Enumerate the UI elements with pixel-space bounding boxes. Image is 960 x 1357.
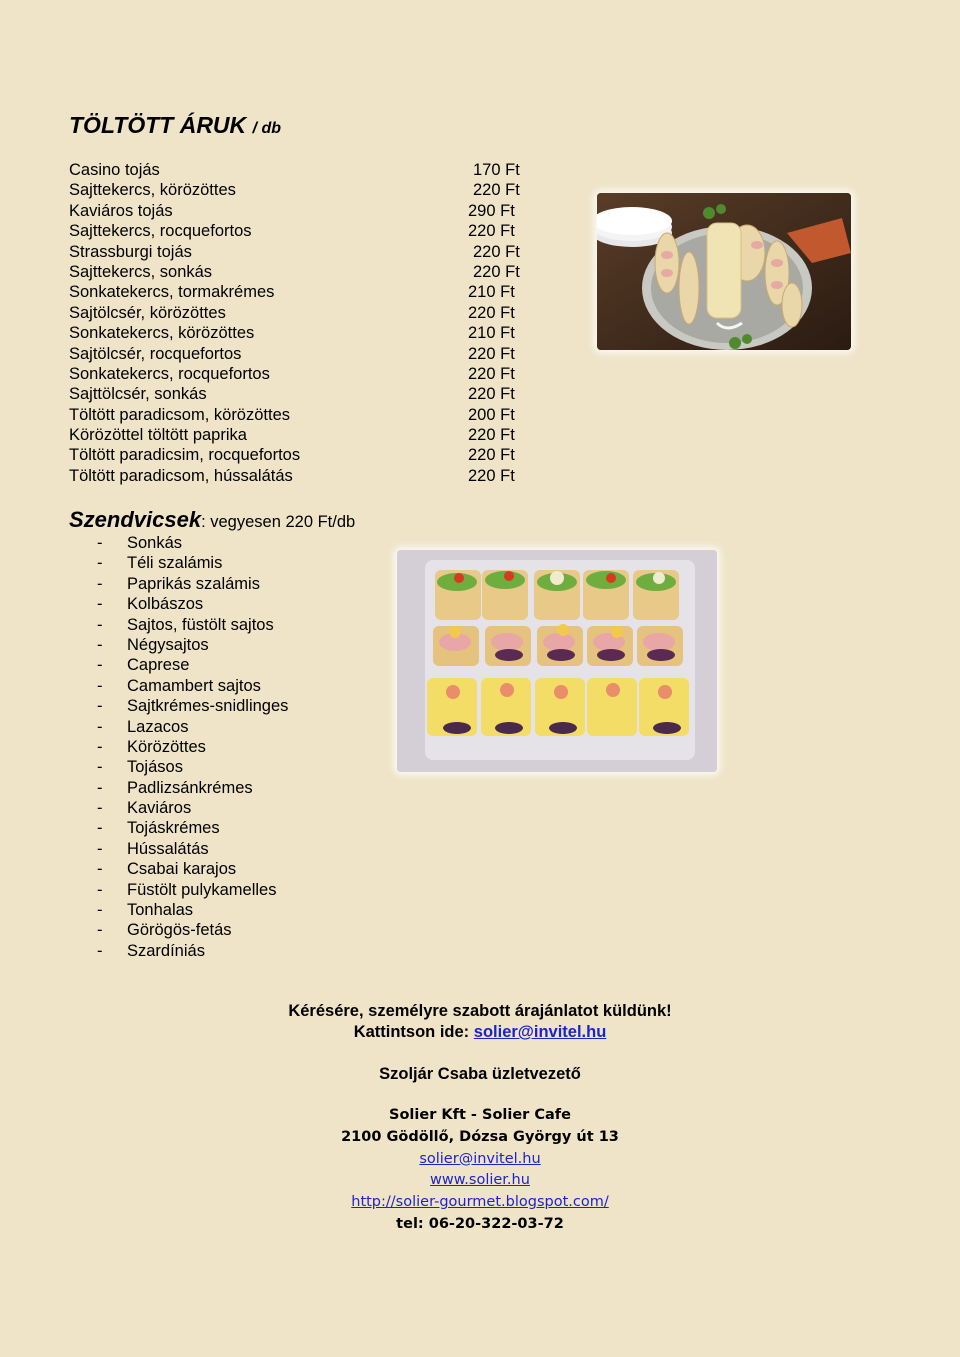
list-item: Sonkatekercs, körözöttes — [69, 324, 255, 343]
bullet: - — [97, 941, 103, 960]
list-item — [97, 574, 288, 594]
contact-block — [0, 1105, 960, 1236]
cta-email-link[interactable]: solier@invitel.hu — [473, 1023, 607, 1041]
list-item — [97, 880, 288, 900]
section-title-filled — [69, 112, 281, 139]
list-item: Sajttekercs, sonkás — [69, 262, 213, 281]
bullet: - — [97, 758, 103, 777]
price: 220 Ft — [473, 262, 520, 281]
list-item — [97, 594, 288, 614]
price: 220 Ft — [468, 344, 515, 363]
sandwich-name: Sonkás — [127, 534, 183, 552]
price: 220 Ft — [468, 446, 515, 465]
bullet: - — [97, 901, 103, 920]
bullet: - — [97, 778, 103, 797]
list-item: Casino tojás — [69, 161, 160, 179]
sandwich-name: Kolbászos — [127, 595, 204, 614]
list-item — [97, 757, 288, 777]
sandwich-name: Füstölt pulykamelles — [127, 880, 277, 899]
bullet: - — [97, 839, 103, 858]
price: 220 Ft — [468, 364, 515, 383]
list-item — [97, 778, 288, 798]
sandwiches-subtitle: : vegyesen 220 Ft/db — [201, 513, 356, 531]
manager-name: Szoljár Csaba üzletvezető — [379, 1065, 581, 1083]
bullet: - — [97, 819, 103, 838]
bullet: - — [97, 635, 103, 654]
price: 210 Ft — [468, 324, 515, 343]
bullet: - — [97, 880, 103, 899]
price: 200 Ft — [468, 405, 515, 424]
list-item — [97, 859, 288, 879]
sandwich-name: Camambert sajtos — [127, 676, 261, 695]
list-item — [97, 696, 288, 716]
email-link[interactable]: solier@invitel.hu — [419, 1150, 541, 1167]
price: 220 Ft — [468, 222, 515, 241]
sandwiches-title: Szendvicsek — [69, 507, 202, 532]
website-link[interactable]: www.solier.hu — [430, 1172, 530, 1189]
filled-items-names — [69, 160, 300, 486]
sandwich-name: Sajtos, füstölt sajtos — [127, 615, 274, 634]
bullet: - — [97, 697, 103, 716]
price: 220 Ft — [468, 466, 515, 485]
sandwich-name: Sajtkrémes-snidlinges — [127, 697, 289, 716]
list-item: Sajttekercs, körözöttes — [69, 181, 236, 200]
price: 220 Ft — [473, 242, 520, 261]
list-item — [97, 737, 288, 757]
filled-items-prices — [468, 160, 520, 486]
price: 170 Ft — [473, 161, 520, 179]
bullet: - — [97, 595, 103, 614]
list-item — [97, 635, 288, 655]
address: 2100 Gödöllő, Dózsa György út 13 — [341, 1128, 619, 1145]
sandwich-name: Körözöttes — [127, 737, 206, 756]
list-item — [97, 676, 288, 696]
list-item — [97, 941, 288, 961]
list-item: Sonkatekercs, tormakrémes — [69, 283, 275, 302]
cta-click-line — [0, 1023, 960, 1042]
bullet: - — [97, 574, 103, 593]
list-item: Körözöttel töltött paprika — [69, 426, 247, 445]
sandwich-name: Kaviáros — [127, 799, 192, 818]
blog-link[interactable]: http://solier-gourmet.blogspot.com/ — [351, 1194, 609, 1211]
list-item — [97, 900, 288, 920]
bullet: - — [97, 656, 103, 675]
list-item — [97, 798, 288, 818]
list-item: Sajttekercs, rocquefortos — [69, 222, 252, 241]
sandwich-name: Hússalátás — [127, 839, 209, 858]
price: 220 Ft — [468, 426, 515, 445]
price: 220 Ft — [473, 181, 520, 200]
list-item — [97, 553, 288, 573]
list-item: Sonkatekercs, rocquefortos — [69, 364, 270, 383]
list-item: Töltött paradicsom, körözöttes — [69, 405, 291, 424]
bullet: - — [97, 554, 103, 573]
sandwich-name: Paprikás szalámis — [127, 574, 260, 593]
sandwich-name: Szardíniás — [127, 941, 205, 960]
bullet: - — [97, 717, 103, 736]
title-text: TÖLTÖTT ÁRUK — [69, 112, 247, 138]
company-name: Solier Kft - Solier Cafe — [389, 1107, 571, 1123]
price: 220 Ft — [468, 385, 515, 404]
price: 220 Ft — [468, 303, 515, 322]
section-title-sandwiches — [69, 507, 355, 533]
photo-sandwich-tray — [397, 550, 717, 772]
bullet: - — [97, 615, 103, 634]
sandwich-name: Tojáskrémes — [127, 819, 220, 838]
list-item: Sajtölcsér, körözöttes — [69, 303, 226, 322]
sandwich-name: Tonhalas — [127, 901, 194, 920]
list-item: Töltött paradicsim, rocquefortos — [69, 446, 301, 465]
sandwich-name: Lazacos — [127, 717, 189, 736]
list-item — [97, 615, 288, 635]
cta-line: Kérésére, személyre szabott árajánlatot küldünk! — [288, 1002, 672, 1020]
list-item: Töltött paradicsom, hússalátás — [69, 466, 293, 485]
phone: tel: 06-20-322-03-72 — [396, 1215, 564, 1232]
sandwich-name: Tojásos — [127, 758, 183, 777]
list-item: Strassburgi tojás — [69, 242, 192, 261]
list-item: Kaviáros tojás — [69, 201, 173, 220]
sandwich-name: Csabai karajos — [127, 860, 237, 879]
list-item — [97, 818, 288, 838]
bullet: - — [97, 737, 103, 756]
bullet: - — [97, 860, 103, 879]
sandwich-name: Görögös-fetás — [127, 921, 232, 940]
title-suffix: / db — [252, 120, 281, 137]
bullet: - — [97, 799, 103, 818]
list-item — [97, 920, 288, 940]
sandwich-list — [97, 533, 288, 961]
photo-filled-rolls-illustration — [597, 193, 851, 350]
bullet: - — [97, 676, 103, 695]
list-item — [97, 655, 288, 675]
sandwich-name: Padlizsánkrémes — [127, 778, 253, 797]
price: 210 Ft — [468, 283, 515, 302]
bullet: - — [97, 921, 103, 940]
list-item: Sajttölcsér, sonkás — [69, 385, 207, 404]
sandwich-name: Téli szalámis — [127, 554, 223, 573]
list-item — [97, 839, 288, 859]
list-item — [97, 717, 288, 737]
sandwich-name: Négysajtos — [127, 635, 209, 654]
cta-prefix: Kattintson ide: — [353, 1023, 474, 1041]
photo-filled-rolls-platter — [597, 193, 851, 350]
list-item — [97, 533, 288, 553]
price: 290 Ft — [468, 201, 515, 220]
photo-sandwich-illustration — [397, 550, 717, 772]
list-item: Sajtölcsér, rocquefortos — [69, 344, 242, 363]
bullet: - — [97, 534, 103, 552]
sandwich-name: Caprese — [127, 656, 190, 675]
